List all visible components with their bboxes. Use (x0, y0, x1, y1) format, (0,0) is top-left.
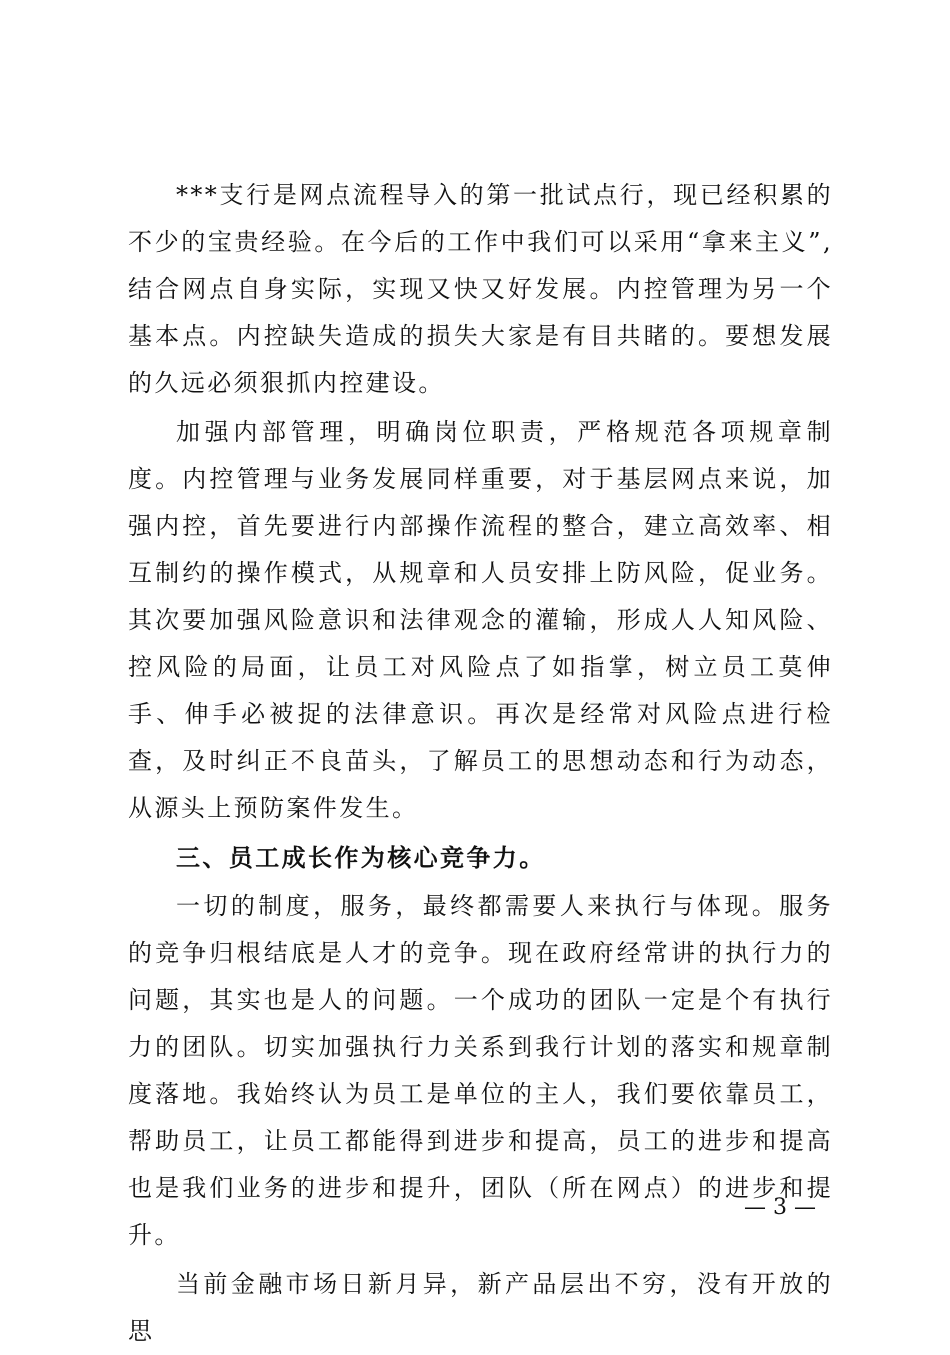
paragraph-execution: 一切的制度，服务，最终都需要人来执行与体现。服务的竞争归根结底是人才的竞争。现在政府经常讲的执行力的问题，其实也是人的问题。一个成功的团队一定是个有执行力的团队。切实加强执行力关系到我行计划的落实和规章制度落地。我始终认为员工是单位的主人，我们要依靠员工，帮助员工，让员工都能得到进步和提高，员工的进步和提高也是我们业务的进步和提升，团队（所在网点）的进步和提升。 (128, 892, 833, 1249)
body-text (128, 172, 833, 1355)
paragraph-pilot-branch: ***支行是网点流程导入的第一批试点行，现已经积累的不少的宝贵经验。在今后的工作中我们可以采用“拿来主义”,结合网点自身实际，实现又快又好发展。内控管理为另一个基本点。内控缺失造成的损失大家是有目共睹的。要想发展的久远必须狠抓内控建设。 (128, 181, 833, 397)
paragraph-internal-management: 加强内部管理，明确岗位职责，严格规范各项规章制度。内控管理与业务发展同样重要，对于基层网点来说，加强内控，首先要进行内部操作流程的整合，建立高效率、相互制约的操作模式，从规章和人员安排上防风险，促业务。其次要加强风险意识和法律观念的灌输，形成人人知风险、控风险的局面，让员工对风险点了如指掌，树立员工莫伸手、伸手必被捉的法律意识。再次是经常对风险点进行检查，及时纠正不良苗头，了解员工的思想动态和行为动态，从源头上预防案件发生。 (128, 418, 833, 822)
section-heading-3: 三、员工成长作为核心竞争力。 (176, 843, 546, 872)
paragraph-financial-market: 当前金融市场日新月异，新产品层出不穷，没有开放的思 (128, 1270, 833, 1345)
page-number: — 3 — (744, 1195, 816, 1220)
